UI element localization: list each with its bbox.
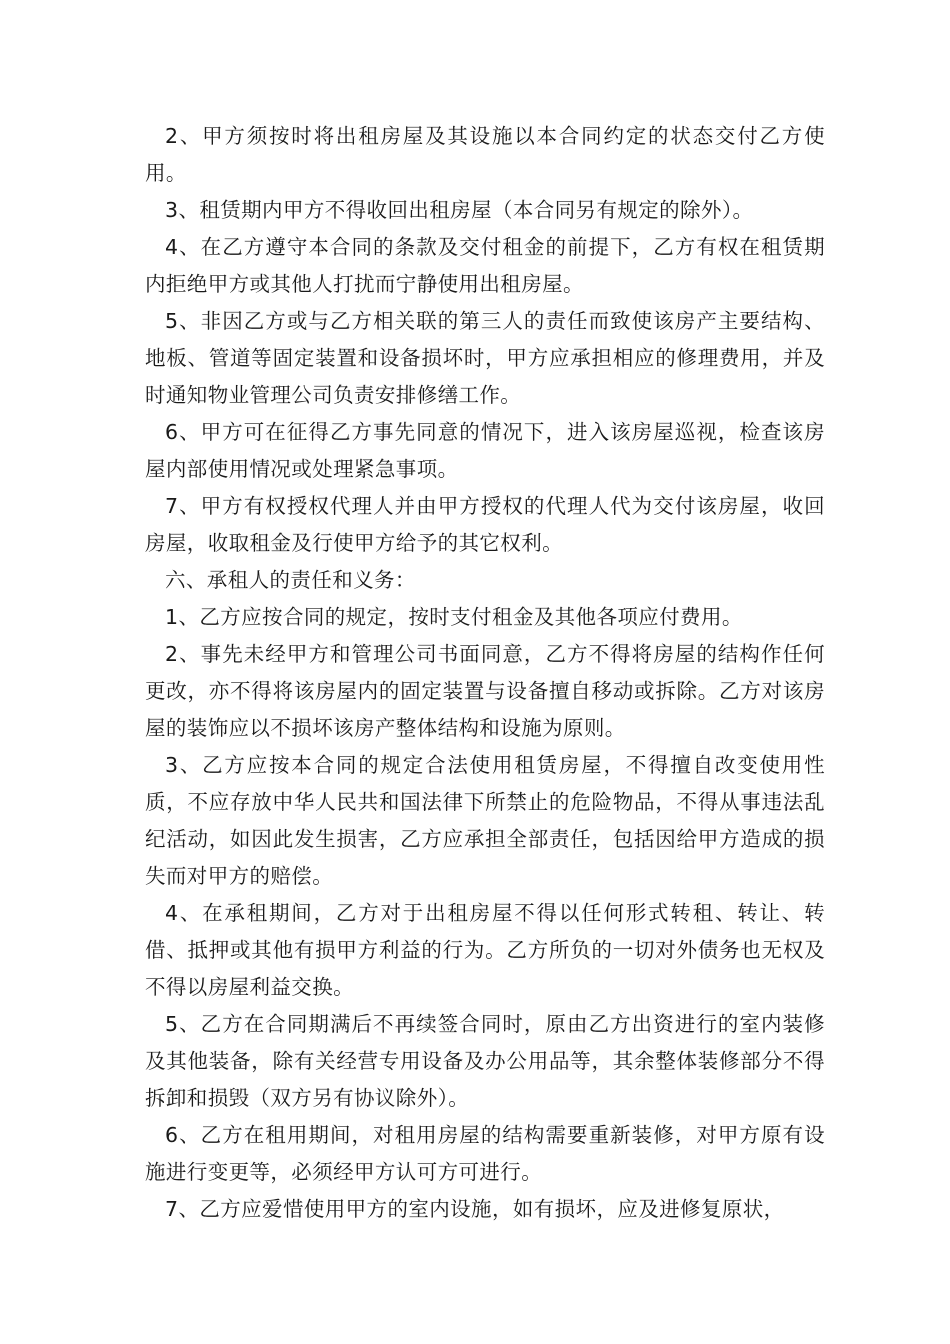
paragraph-landlord-2: 2、甲方须按时将出租房屋及其设施以本合同约定的状态交付乙方使用。 (145, 124, 825, 185)
paragraph-landlord-3: 3、租赁期内甲方不得收回出租房屋（本合同另有规定的除外）。 (165, 198, 754, 222)
paragraph-tenant-6: 6、乙方在租用期间，对租用房屋的结构需要重新装修，对甲方原有设施进行变更等，必须经甲方认可方可进行。 (145, 1123, 825, 1184)
paragraph-landlord-4: 4、在乙方遵守本合同的条款及交付租金的前提下，乙方有权在租赁期内拒绝甲方或其他人打扰而宁静使用出租房屋。 (145, 235, 825, 296)
paragraph-tenant-7: 7、乙方应爱惜使用甲方的室内设施，如有损坏，应及进修复原状， (165, 1197, 785, 1221)
paragraph-tenant-5: 5、乙方在合同期满后不再续签合同时，原由乙方出资进行的室内装修及其他装备，除有关经营专用设备及办公用品等，其余整体装修部分不得拆卸和损毁（双方另有协议除外）。 (145, 1012, 825, 1110)
paragraph-tenant-1: 1、乙方应按合同的规定，按时支付租金及其他各项应付费用。 (165, 605, 743, 629)
paragraph-landlord-7: 7、甲方有权授权代理人并由甲方授权的代理人代为交付该房屋，收回房屋，收取租金及行使甲方给予的其它权利。 (145, 494, 825, 555)
paragraph-landlord-6: 6、甲方可在征得乙方事先同意的情况下，进入该房屋巡视，检查该房屋内部使用情况或处理紧急事项。 (145, 420, 825, 481)
section-heading-tenant: 六、承租人的责任和义务： (165, 568, 416, 592)
paragraph-tenant-4: 4、在承租期间，乙方对于出租房屋不得以任何形式转租、转让、转借、抵押或其他有损甲方利益的行为。乙方所负的一切对外债务也无权及不得以房屋利益交换。 (145, 901, 825, 999)
paragraph-tenant-2: 2、事先未经甲方和管理公司书面同意，乙方不得将房屋的结构作任何更改，亦不得将该房屋内的固定装置与设备擅自移动或拆除。乙方对该房屋的装饰应以不损坏该房产整体结构和设施为原则。 (145, 642, 825, 740)
paragraph-landlord-5: 5、非因乙方或与乙方相关联的第三人的责任而致使该房产主要结构、地板、管道等固定装置和设备损坏时，甲方应承担相应的修理费用，并及时通知物业管理公司负责安排修缮工作。 (145, 309, 825, 407)
document-body (145, 118, 825, 1228)
paragraph-tenant-3: 3、乙方应按本合同的规定合法使用租赁房屋，不得擅自改变使用性质，不应存放中华人民共和国法律下所禁止的危险物品，不得从事违法乱纪活动，如因此发生损害，乙方应承担全部责任，包括因给甲方造成的损失而对甲方的赔偿。 (145, 753, 825, 888)
